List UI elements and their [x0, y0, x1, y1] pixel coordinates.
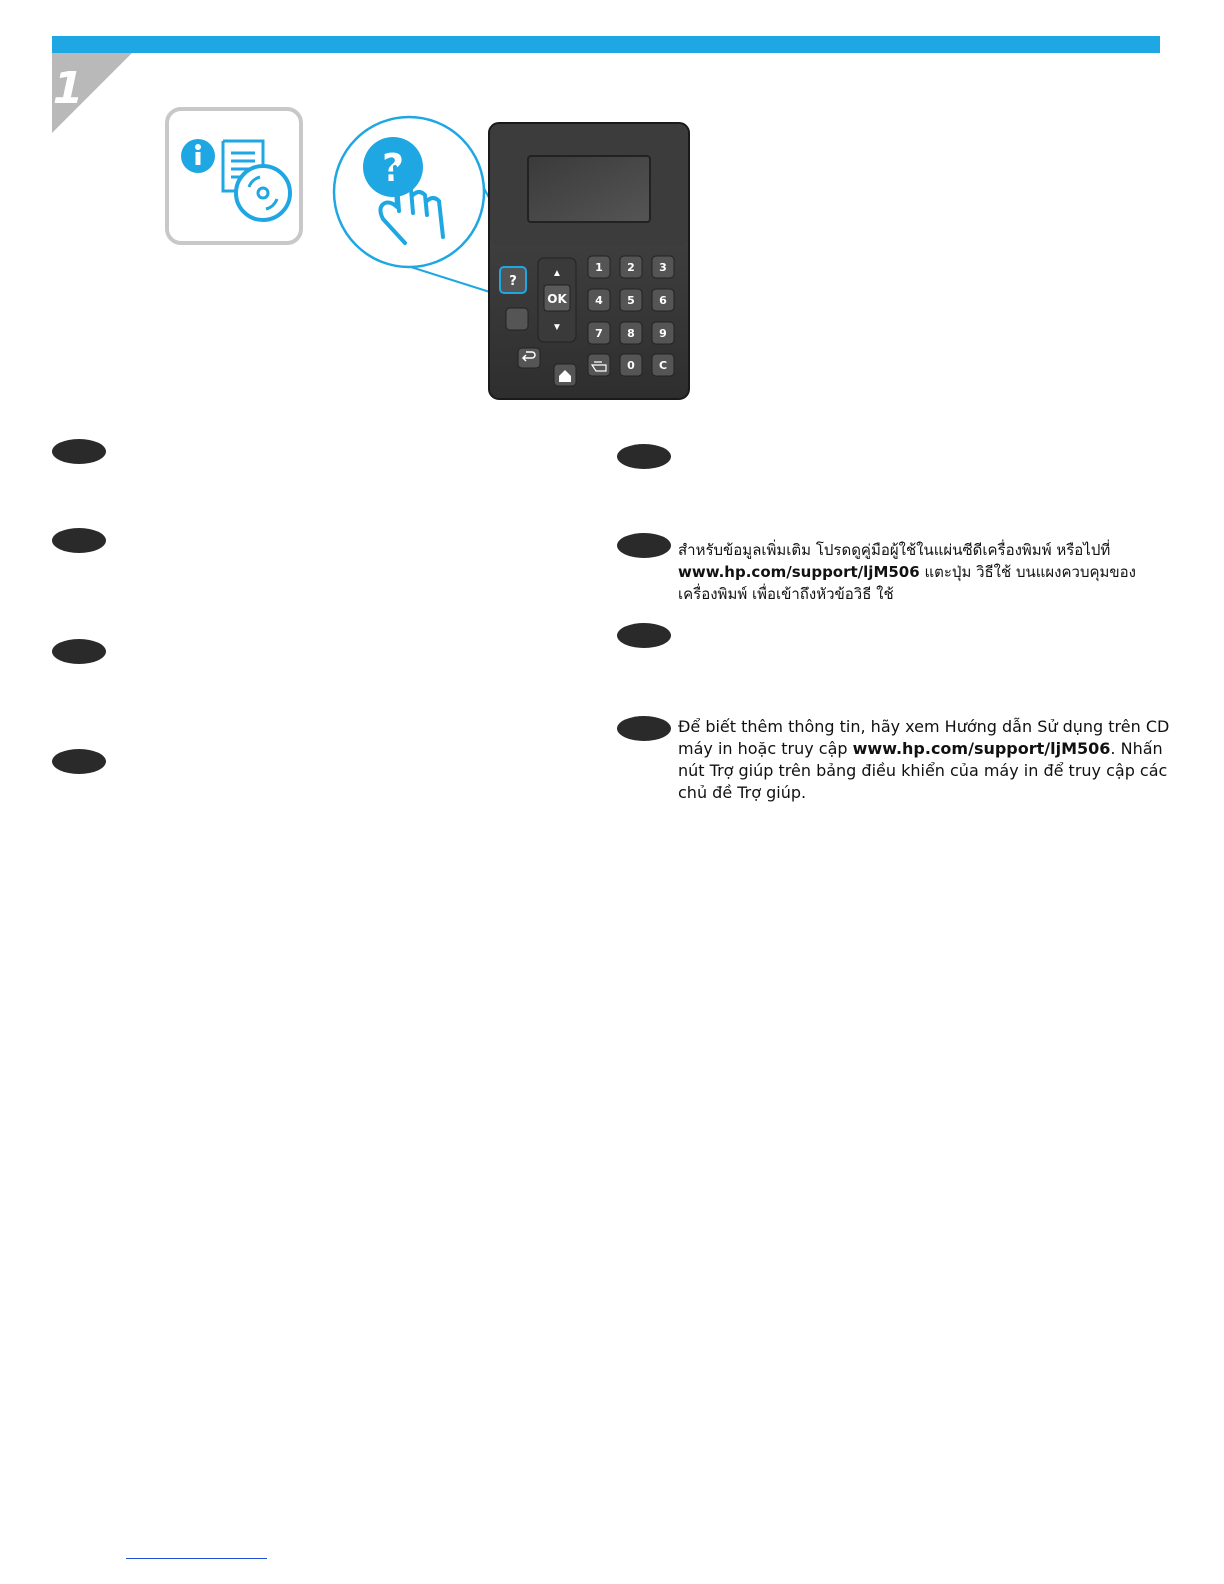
- language-badge: [52, 528, 106, 553]
- key-1: 1: [595, 261, 603, 274]
- language-badge: [617, 623, 671, 648]
- key-2: 2: [627, 261, 635, 274]
- key-8: 8: [627, 327, 635, 340]
- key-9: 9: [659, 327, 667, 340]
- vietnamese-text-pre: Để biết thêm thông tin, hãy xem Hướng dẫn Sử dụng trên CD máy in hoặc truy cập: [678, 717, 1170, 758]
- key-5: 5: [627, 294, 635, 307]
- key-0: 0: [627, 359, 635, 372]
- header-accent-bar: [52, 36, 1160, 53]
- vietnamese-support-url[interactable]: www.hp.com/support/ljM506: [852, 739, 1111, 758]
- thai-text-post: แตะปุ่ม วิธีใช้ บนแผงควบคุมของเครื่องพิมพ์ เพื่อเข้าถึงหัวข้อวิธี ใช้: [678, 563, 1136, 603]
- thai-support-url[interactable]: www.hp.com/support/ljM506: [678, 563, 920, 581]
- up-key: ▲: [552, 268, 562, 279]
- down-key: ▼: [552, 322, 562, 333]
- language-badge: [52, 639, 106, 664]
- step-number: 1: [47, 63, 89, 114]
- language-badge: [617, 533, 671, 558]
- key-7: 7: [595, 327, 603, 340]
- ok-key: OK: [547, 292, 567, 306]
- thai-text-pre: สำหรับข้อมูลเพิ่มเติม โปรดดูคู่มือผู้ใช้ในแผ่นซีดีเครื่องพิมพ์ หรือไปที่: [678, 541, 1111, 559]
- thai-instructions: [678, 539, 1198, 605]
- footer-rule: [126, 1558, 267, 1559]
- printer-control-panel: [488, 122, 690, 400]
- language-badge: [617, 716, 671, 741]
- step-number-corner: [47, 53, 132, 133]
- language-badge: [52, 439, 106, 464]
- vietnamese-text-post: . Nhấn nút Trợ giúp trên bảng điều khiển của máy in để truy cập các chủ đề Trợ giúp.: [678, 739, 1168, 802]
- key-4: 4: [595, 294, 603, 307]
- key-c: C: [658, 359, 668, 372]
- vietnamese-instructions: [678, 716, 1178, 804]
- key-6: 6: [659, 294, 667, 307]
- help-key: ?: [509, 274, 517, 289]
- language-badge: [52, 749, 106, 774]
- info-cd-icon: [165, 107, 303, 245]
- language-badge: [617, 444, 671, 469]
- key-3: 3: [659, 261, 667, 274]
- svg-text:?: ?: [381, 146, 405, 190]
